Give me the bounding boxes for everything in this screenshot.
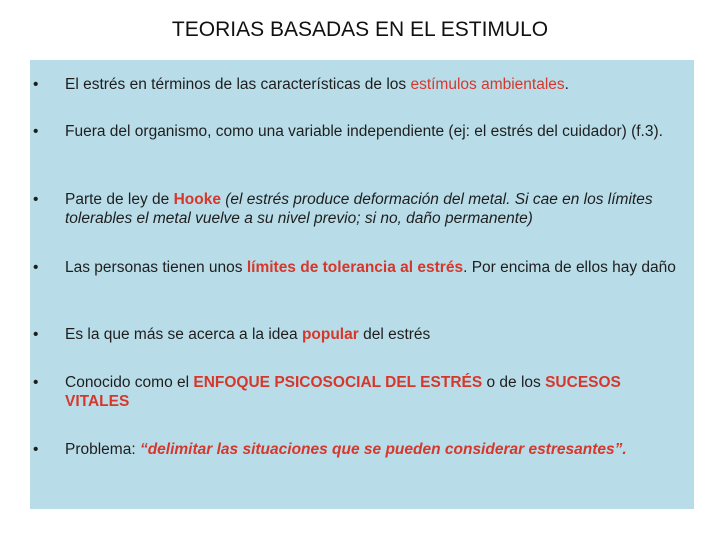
bullet-item-1: • El estrés en términos de las características de los estímulos ambientales. [33,76,569,93]
highlight-text: estímulos ambientales [410,76,565,93]
highlight-text: SUCESOS VITALES [65,374,621,410]
bullet-icon: • [33,76,39,93]
bullet-item-6: • Conocido como el ENFOQUE PSICOSOCIAL DEL ESTRÉS o de los SUCESOS VITALES [33,374,621,410]
bullet-icon: • [33,374,39,391]
bullet-item-4: • Las personas tienen unos límites de tolerancia al estrés. Por encima de ellos hay daño [33,259,676,276]
slide-title: TEORIAS BASADAS EN EL ESTIMULO [171,18,549,41]
bullet-icon: • [33,326,39,343]
highlight-text: “delimitar las situaciones que se pueden considerar estresantes”. [139,441,627,458]
bullet-icon: • [33,441,39,458]
highlight-text: ENFOQUE PSICOSOCIAL DEL ESTRÉS [193,374,483,391]
bullet-item-2: • Fuera del organismo, como una variable independiente (ej: el estrés del cuidador) (f.3). [33,123,663,140]
highlight-text: límites de tolerancia al estrés [246,259,464,276]
bullet-icon: • [33,123,39,140]
content-panel [30,60,694,509]
bullet-item-5: • Es la que más se acerca a la idea popular del estrés [33,326,431,343]
bullet-item-7: • Problema: “delimitar las situaciones que se pueden considerar estresantes”. [33,441,627,458]
bullet-item-3: • Parte de ley de Hooke (el estrés produce deformación del metal. Si cae en los límites tolerables el metal vuelve a su nivel previo; si no, daño permanente) [33,191,653,227]
bullet-icon: • [33,191,39,208]
bullet-icon: • [33,259,39,276]
highlight-text: Hooke [173,191,221,208]
highlight-text: popular [301,326,359,343]
